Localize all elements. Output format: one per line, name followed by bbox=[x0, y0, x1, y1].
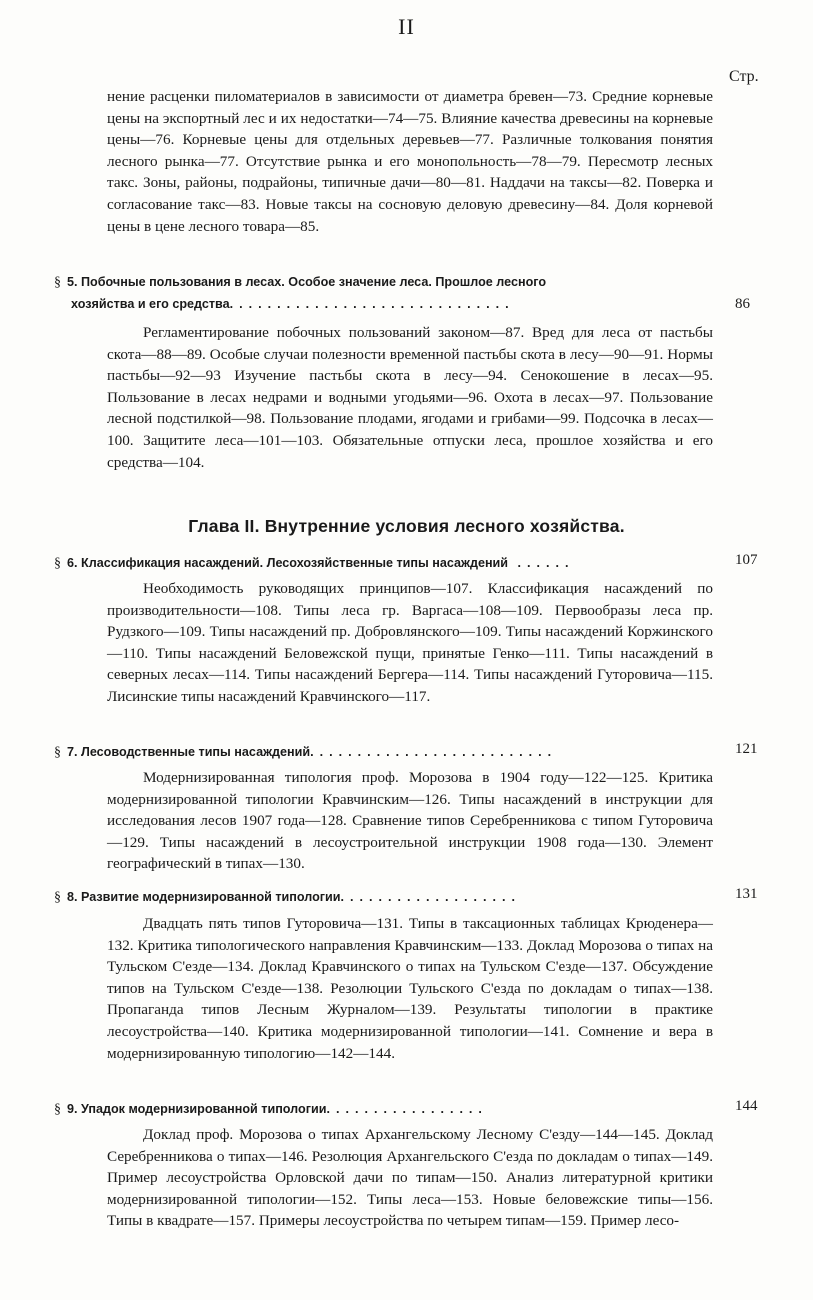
section-6-page: 107 bbox=[735, 552, 758, 568]
section-9-page: 144 bbox=[735, 1098, 758, 1114]
section-6-heading bbox=[54, 553, 714, 575]
section-symbol: § bbox=[54, 1102, 61, 1117]
section-6-body: Необходимость руководящих принципов—107. Классификация насаждений по производительности—108. Типы леса гр. Варгаса—108—109. Первообразы леса пр. Рудзкого—109. Типы насаждений пр. Добровлянского—109. Типы насаждений Коржинского—110. Типы насаждений Беловежской пущи, принятые Генко—111. Типы насаждений в северных лесах—114. Типы насаждений Бергера—114. Типы насаждений Гуторовича—115. Лисинские типы насаждений Кравчинского—117. bbox=[107, 580, 713, 705]
dot-leader: .......................... bbox=[310, 745, 558, 759]
section-9-title: 9. Упадок модернизированной типологии bbox=[67, 1102, 327, 1116]
section-6-title: 6. Классификация насаждений. Лесохозяйственные типы насаждений bbox=[67, 556, 509, 570]
section-7-heading bbox=[54, 742, 714, 764]
intro-paragraph: нение расценки пиломатериалов в зависимости от диаметра бревен—73. Средние корневые цены на экспортный лес и их недостатки—74—75. Влияние качества древесины на корневые цены—76. Корневые цены для отдельных деревьев—77. Различные толкования понятия лесного рынка—77. Отсутствие рынка и его монопольность—78—79. Пересмотр лесных такс. Зоны, районы, подрайоны, типичные дачи—80—81. Наддачи на таксы—82. Поверка и согласование такс—83. Новые таксы на сосновую деловую древесину—84. Доля корневой цены в цене лесного товара—85. bbox=[107, 88, 713, 235]
section-7-body: Модернизированная типология проф. Морозова в 1904 году—122—125. Критика модернизированной типологии Кравчинским—126. Типы насаждений в инструкции для исследования лесов 1907 года—128. Сравнение типов Серебренникова с типом Гуторовича—129. Типы насаждений в лесоустроительной инструкции 1908 года—130. Элемент географический в типах—130. bbox=[107, 769, 713, 873]
chapter-title: Глава II. Внутренние условия лесного хозяйства. bbox=[188, 516, 625, 536]
section-5-title-line2: хозяйства и его средства bbox=[71, 296, 230, 311]
dot-leader: ...... bbox=[508, 556, 575, 570]
section-symbol: § bbox=[54, 745, 61, 760]
section-8-title: 8. Развитие модернизированной типологии bbox=[67, 890, 341, 904]
section-symbol: § bbox=[54, 275, 61, 290]
dot-leader: ................. bbox=[326, 1102, 488, 1116]
dot-leader: .............................. bbox=[229, 296, 515, 311]
section-9-heading bbox=[54, 1099, 714, 1121]
section-symbol: § bbox=[54, 556, 61, 571]
section-5-body: Регламентирование побочных пользований законом—87. Вред для леса от пастьбы скота—88—89. Особые случаи полезности временной пастьбы скота в лесу—90—91. Нормы пастьбы—92—93 Изучение пастьбы скота в лесу—94. Сенокошение в лесах—95. Пользование в лесах недрами и водными угодьями—96. Охота в лесах—97. Пользование лесной подстилкой—98. Пользование плодами, ягодами и грибами—99. Подсочка в лесах—100. Защитите леса—101—103. Обязательные отпуски леса, прошлое хозяйства и его средства—104. bbox=[107, 324, 713, 471]
section-7-page: 121 bbox=[735, 741, 758, 757]
section-5-page: 86 bbox=[735, 296, 750, 312]
section-7-title: 7. Лесоводственные типы насаждений bbox=[67, 745, 311, 759]
section-9-body: Доклад проф. Морозова о типах Архангельскому Лесному С'езду—144—145. Доклад Серебренникова о типах—146. Резолюция Архангельского С'езда по докладам о типах—149. Пример лесоустройства Орловской дачи по типам—150. Анализ литературной критики модернизированной типологии—152. Типы леса—153. Новые беловежские типы—156. Типы в квадрате—157. Примеры лесоустройства по четырем типам—159. Пример лесо- bbox=[107, 1126, 713, 1230]
section-8-heading bbox=[54, 887, 714, 909]
section-8-page: 131 bbox=[735, 886, 758, 902]
dot-leader: ................... bbox=[340, 890, 522, 904]
page-number: II bbox=[398, 14, 415, 39]
section-symbol: § bbox=[54, 890, 61, 905]
section-5-heading bbox=[54, 272, 714, 315]
section-8-body: Двадцать пять типов Гуторовича—131. Типы в таксационных таблицах Крюденера—132. Критика типологического направления Кравчинским—133. Доклад Морозова о типах на Тульском С'езде—134. Доклад Кравчинского о типах на Тульском С'езде—137. Обсуждение типов на Тульском С'езде—138. Резолюции Тульского С'езда по докладам о типах—138. Пропаганда типов Лесным Журналом—139. Результаты типологии в практике лесоустройства—140. Критика модернизированной типологии—141. Сомнение и вера в модернизированную типологию—142—144. bbox=[107, 915, 713, 1062]
section-5-title-line1: 5. Побочные пользования в лесах. Особое значение леса. Прошлое лесного bbox=[67, 275, 547, 289]
page-column-label: Стр. bbox=[729, 68, 759, 85]
